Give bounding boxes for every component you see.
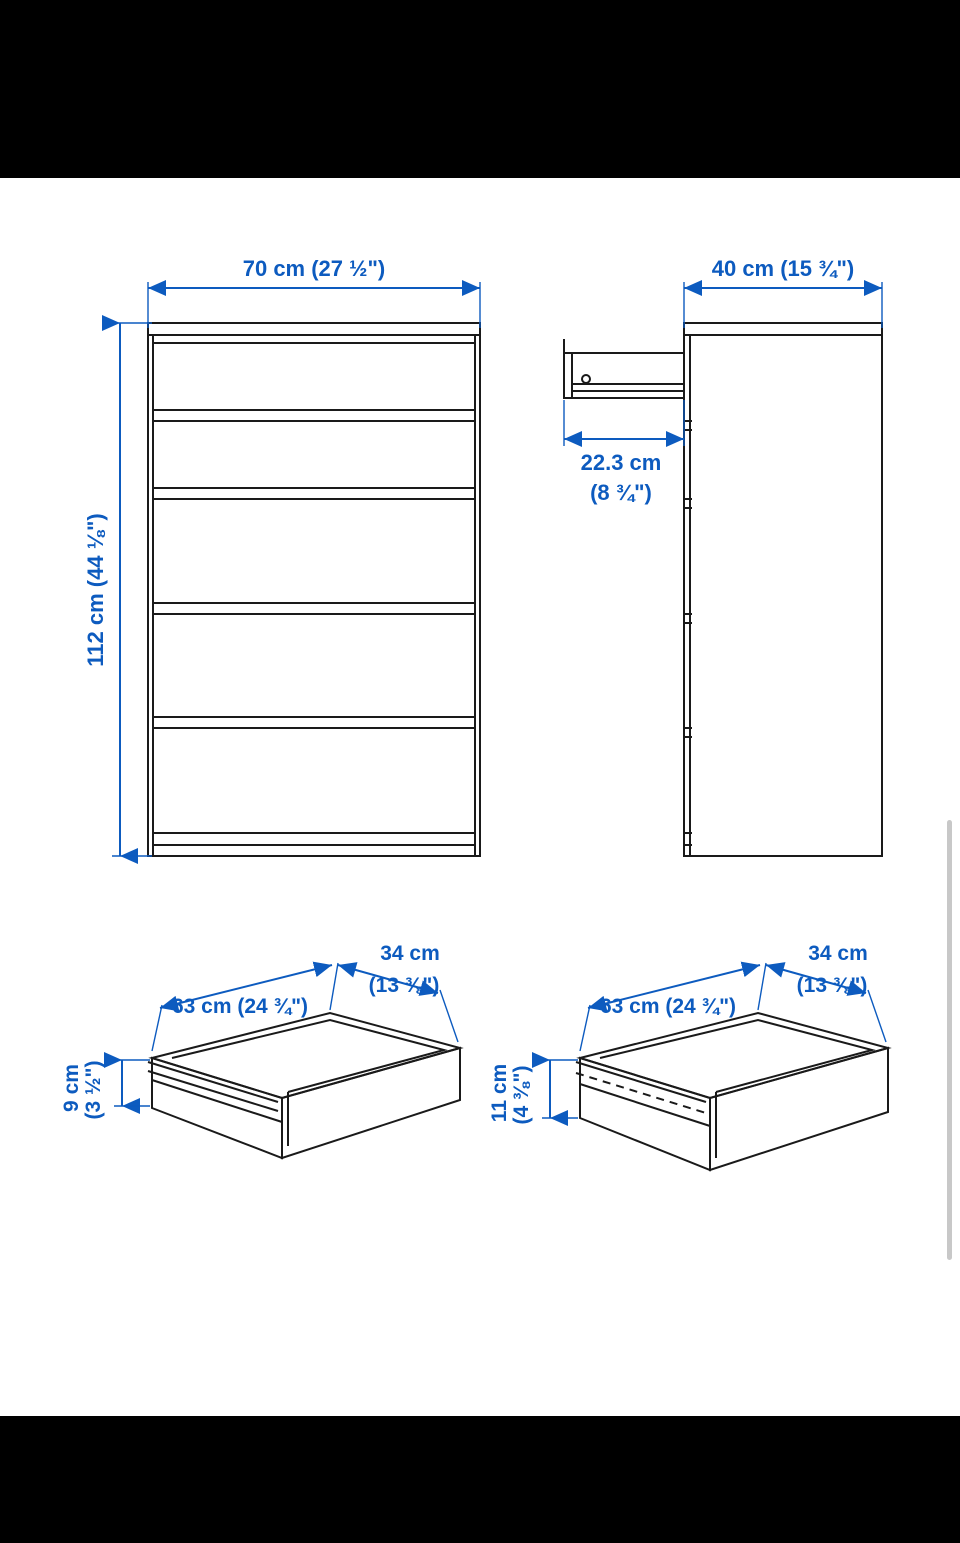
front-width-label: 70 cm (27 ½")	[242, 256, 386, 281]
deep-drawer-width-label: 63 cm (24 ¾")	[599, 995, 737, 1018]
deep-drawer-height-label-line2: (4 ⅜")	[510, 1065, 533, 1125]
diagram-sheet	[0, 178, 960, 1416]
front-height-dimension	[112, 323, 152, 856]
shallow-drawer-height-dimension	[114, 1060, 150, 1106]
side-depth-dimension	[684, 282, 882, 328]
deep-drawer-body	[576, 1013, 888, 1170]
drawer-pullout-label-line1: 22.3 cm	[580, 450, 662, 475]
deep-drawer-height-dimension	[542, 1060, 578, 1118]
deep-drawer-depth-label-line2: (13 ⅜")	[796, 974, 868, 997]
deep-drawer-height-label-line1: 11 cm	[488, 1063, 511, 1123]
shallow-drawer-body	[148, 1013, 460, 1158]
shallow-drawer-depth-label-line2: (13 ⅜")	[368, 974, 440, 997]
shallow-drawer-height-label-line2: (3 ½")	[82, 1060, 105, 1120]
drawer-pullout-label-line2: (8 ¾")	[590, 480, 652, 505]
deep-drawer-depth-label-line1: 34 cm	[808, 942, 868, 965]
side-depth-label: 40 cm (15 ¾")	[711, 256, 855, 281]
shallow-drawer-depth-label-line1: 34 cm	[380, 942, 440, 965]
drawer-pullout-dimension	[564, 400, 684, 446]
front-width-dimension	[148, 282, 480, 328]
dimension-drawing	[0, 178, 960, 1416]
side-view-body	[564, 323, 882, 856]
front-view-body	[148, 323, 480, 856]
shallow-drawer-height-label-line1: 9 cm	[60, 1064, 83, 1112]
vertical-scrollbar[interactable]	[947, 820, 952, 1260]
front-height-label: 112 cm (44 ⅛")	[83, 513, 108, 667]
shallow-drawer-width-label: 63 cm (24 ¾")	[171, 995, 309, 1018]
